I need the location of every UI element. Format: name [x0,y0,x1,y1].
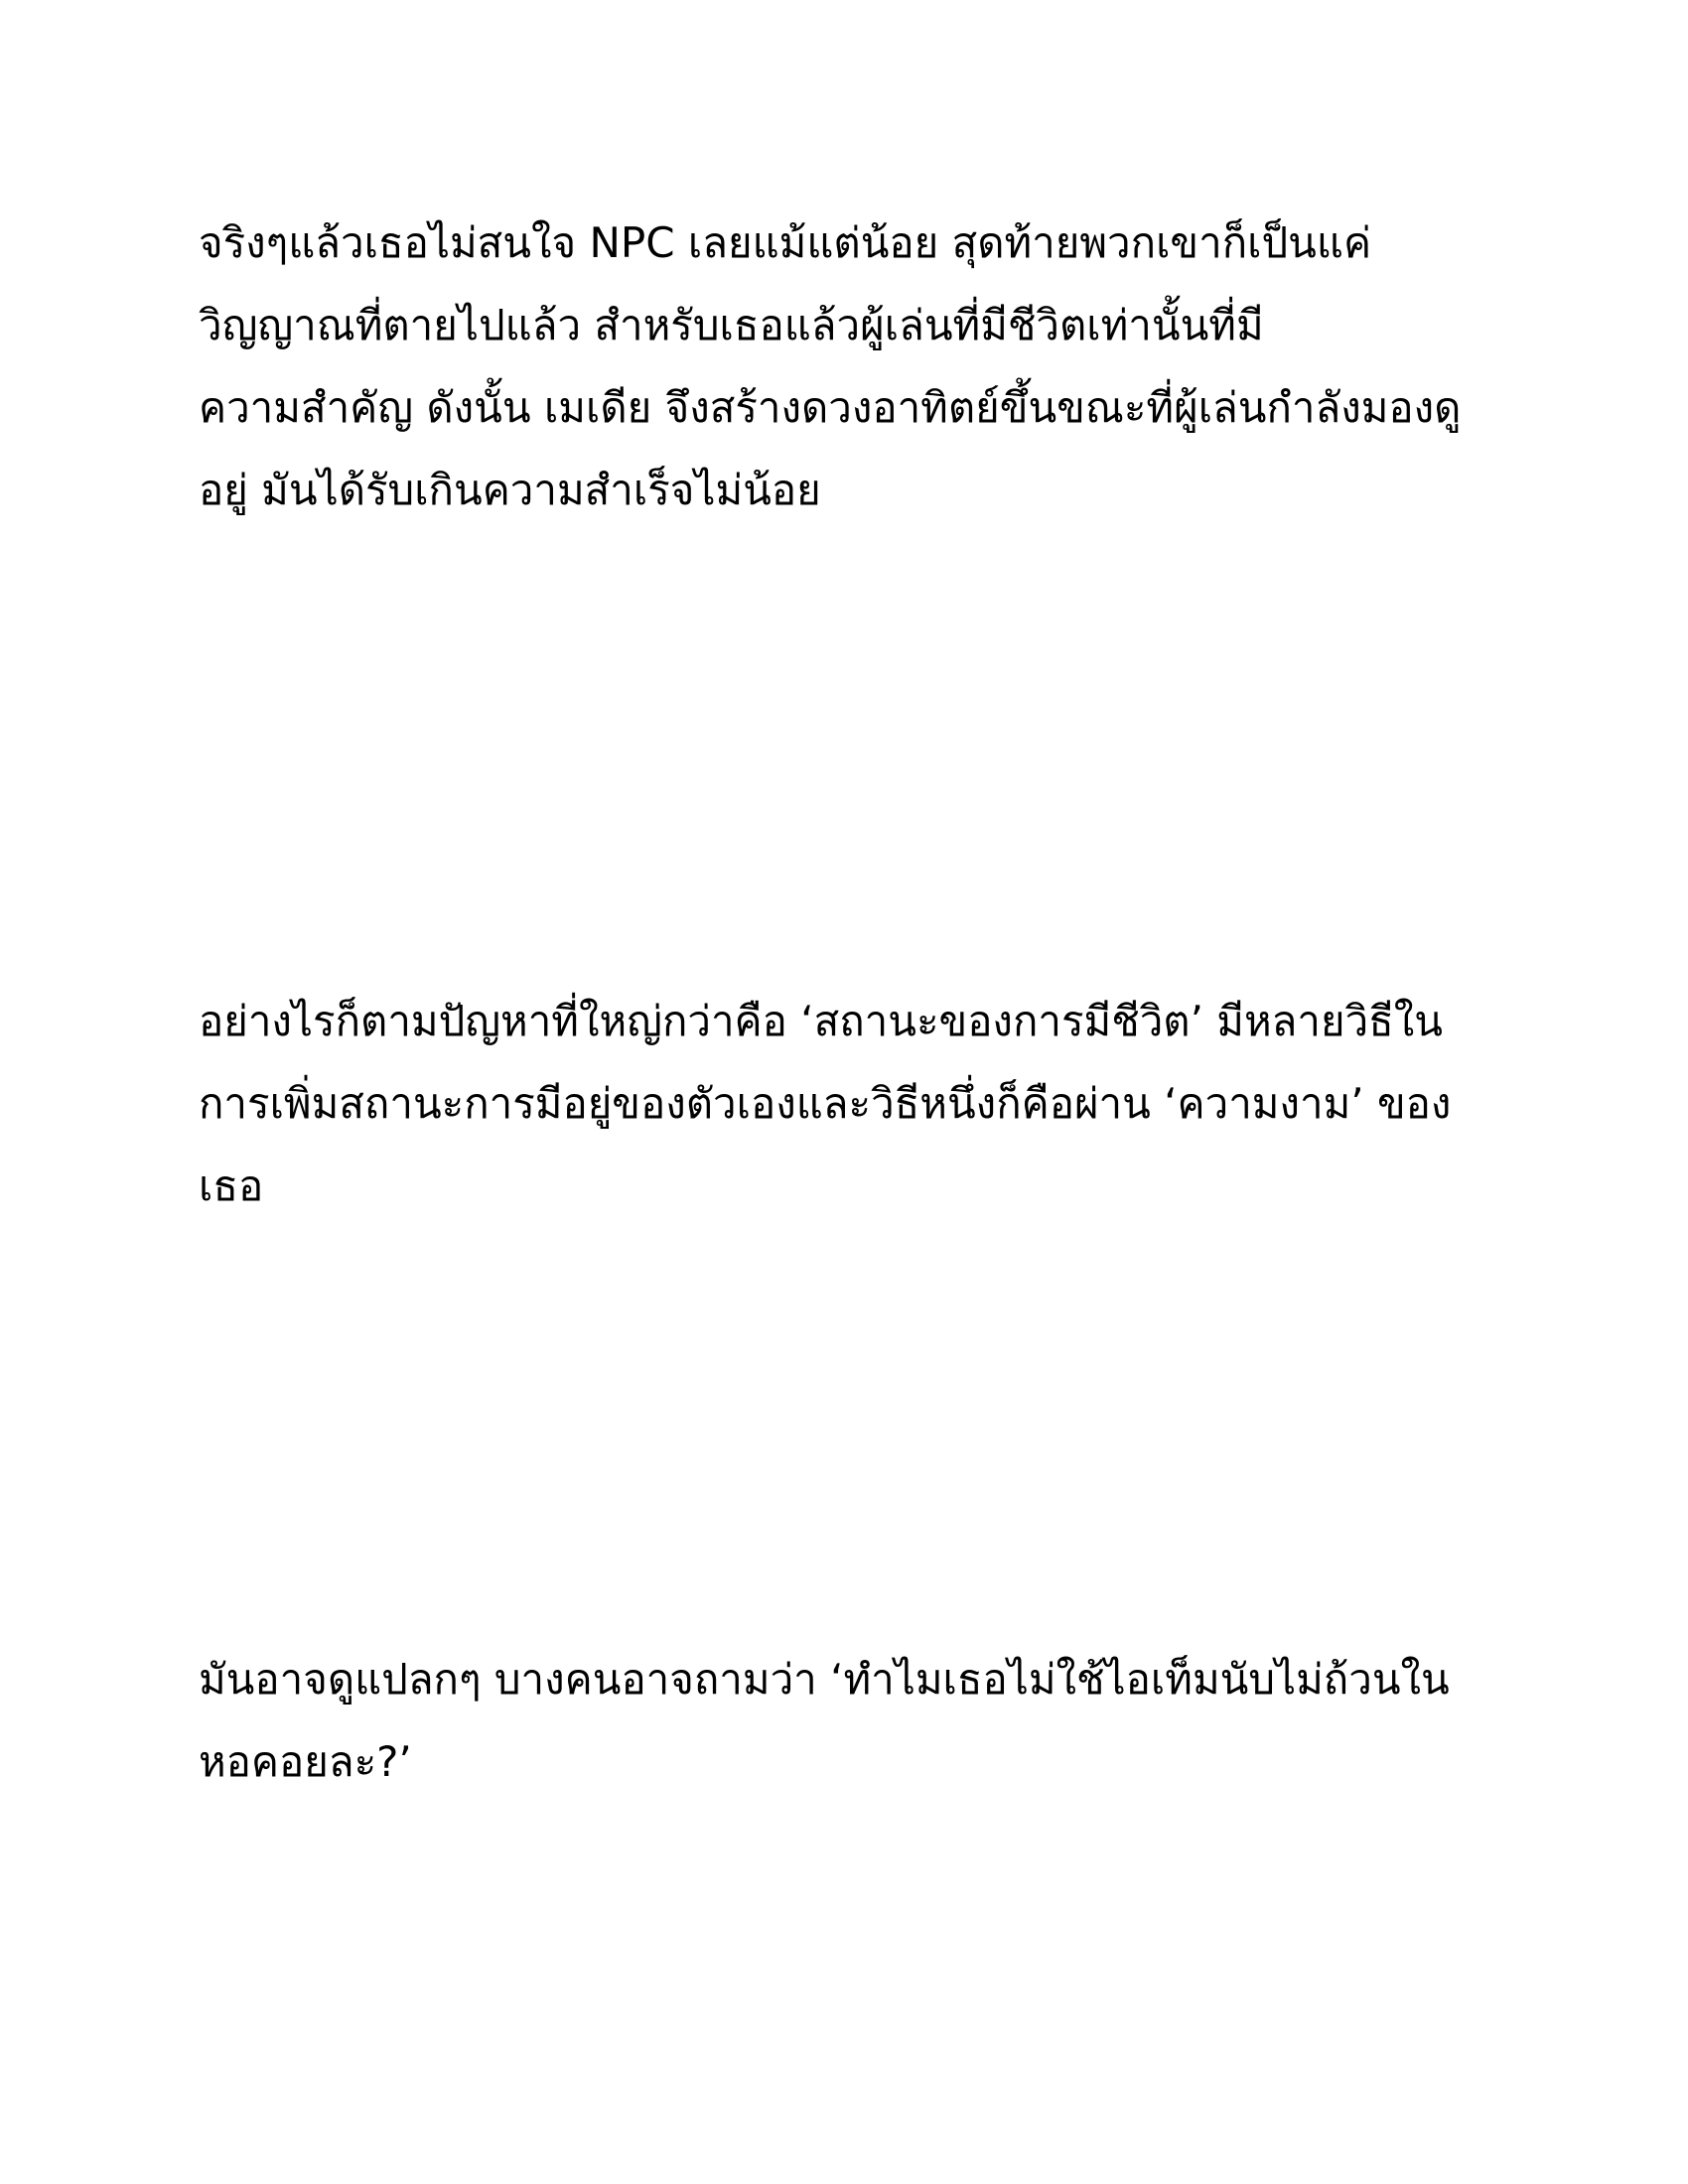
paragraph-line: จริงๆแล้วเธอไม่สนใจ NPC เลยแม้แต่น้อย สุดท้ายพวกเขาก็เป็นแค่ [199,218,1372,267]
paragraph-line: เธอ [199,1161,264,1210]
paragraph-line: มันอาจดูแปลกๆ บางคนอาจถามว่า ‘ทำไมเธอไม่ใช้ไอเท็มนับไม่ถ้วนใน [199,1655,1450,1704]
paragraph-line: วิญญาณที่ตายไปแล้ว สำหรับเธอแล้วผู้เล่นที่มีชีวิตเท่านั้นที่มี [199,301,1264,349]
paragraph-line: หอคอยละ?’ [199,1737,412,1786]
paragraph-2 [199,980,1489,1227]
paragraph-line: ความสำคัญ ดังนั้น เมเดีย จึงสร้างดวงอาทิตย์ขึ้นขณะที่ผู้เล่นกำลังมองดู [199,383,1462,432]
paragraph-line: อยู่ มันได้รับเกินความสำเร็จไม่น้อย [199,466,821,514]
paragraph-line: อย่างไรก็ตามปัญหาที่ใหญ่กว่าคือ ‘สถานะของการมีชีวิต’ มีหลายวิธีใน [199,997,1444,1045]
paragraph-1 [199,202,1489,531]
paragraph-line: การเพิ่มสถานะการมีอยู่ของตัวเองและวิธีหนึ่งก็คือผ่าน ‘ความงาม’ ของ [199,1079,1452,1128]
paragraph-3 [199,1638,1489,1803]
